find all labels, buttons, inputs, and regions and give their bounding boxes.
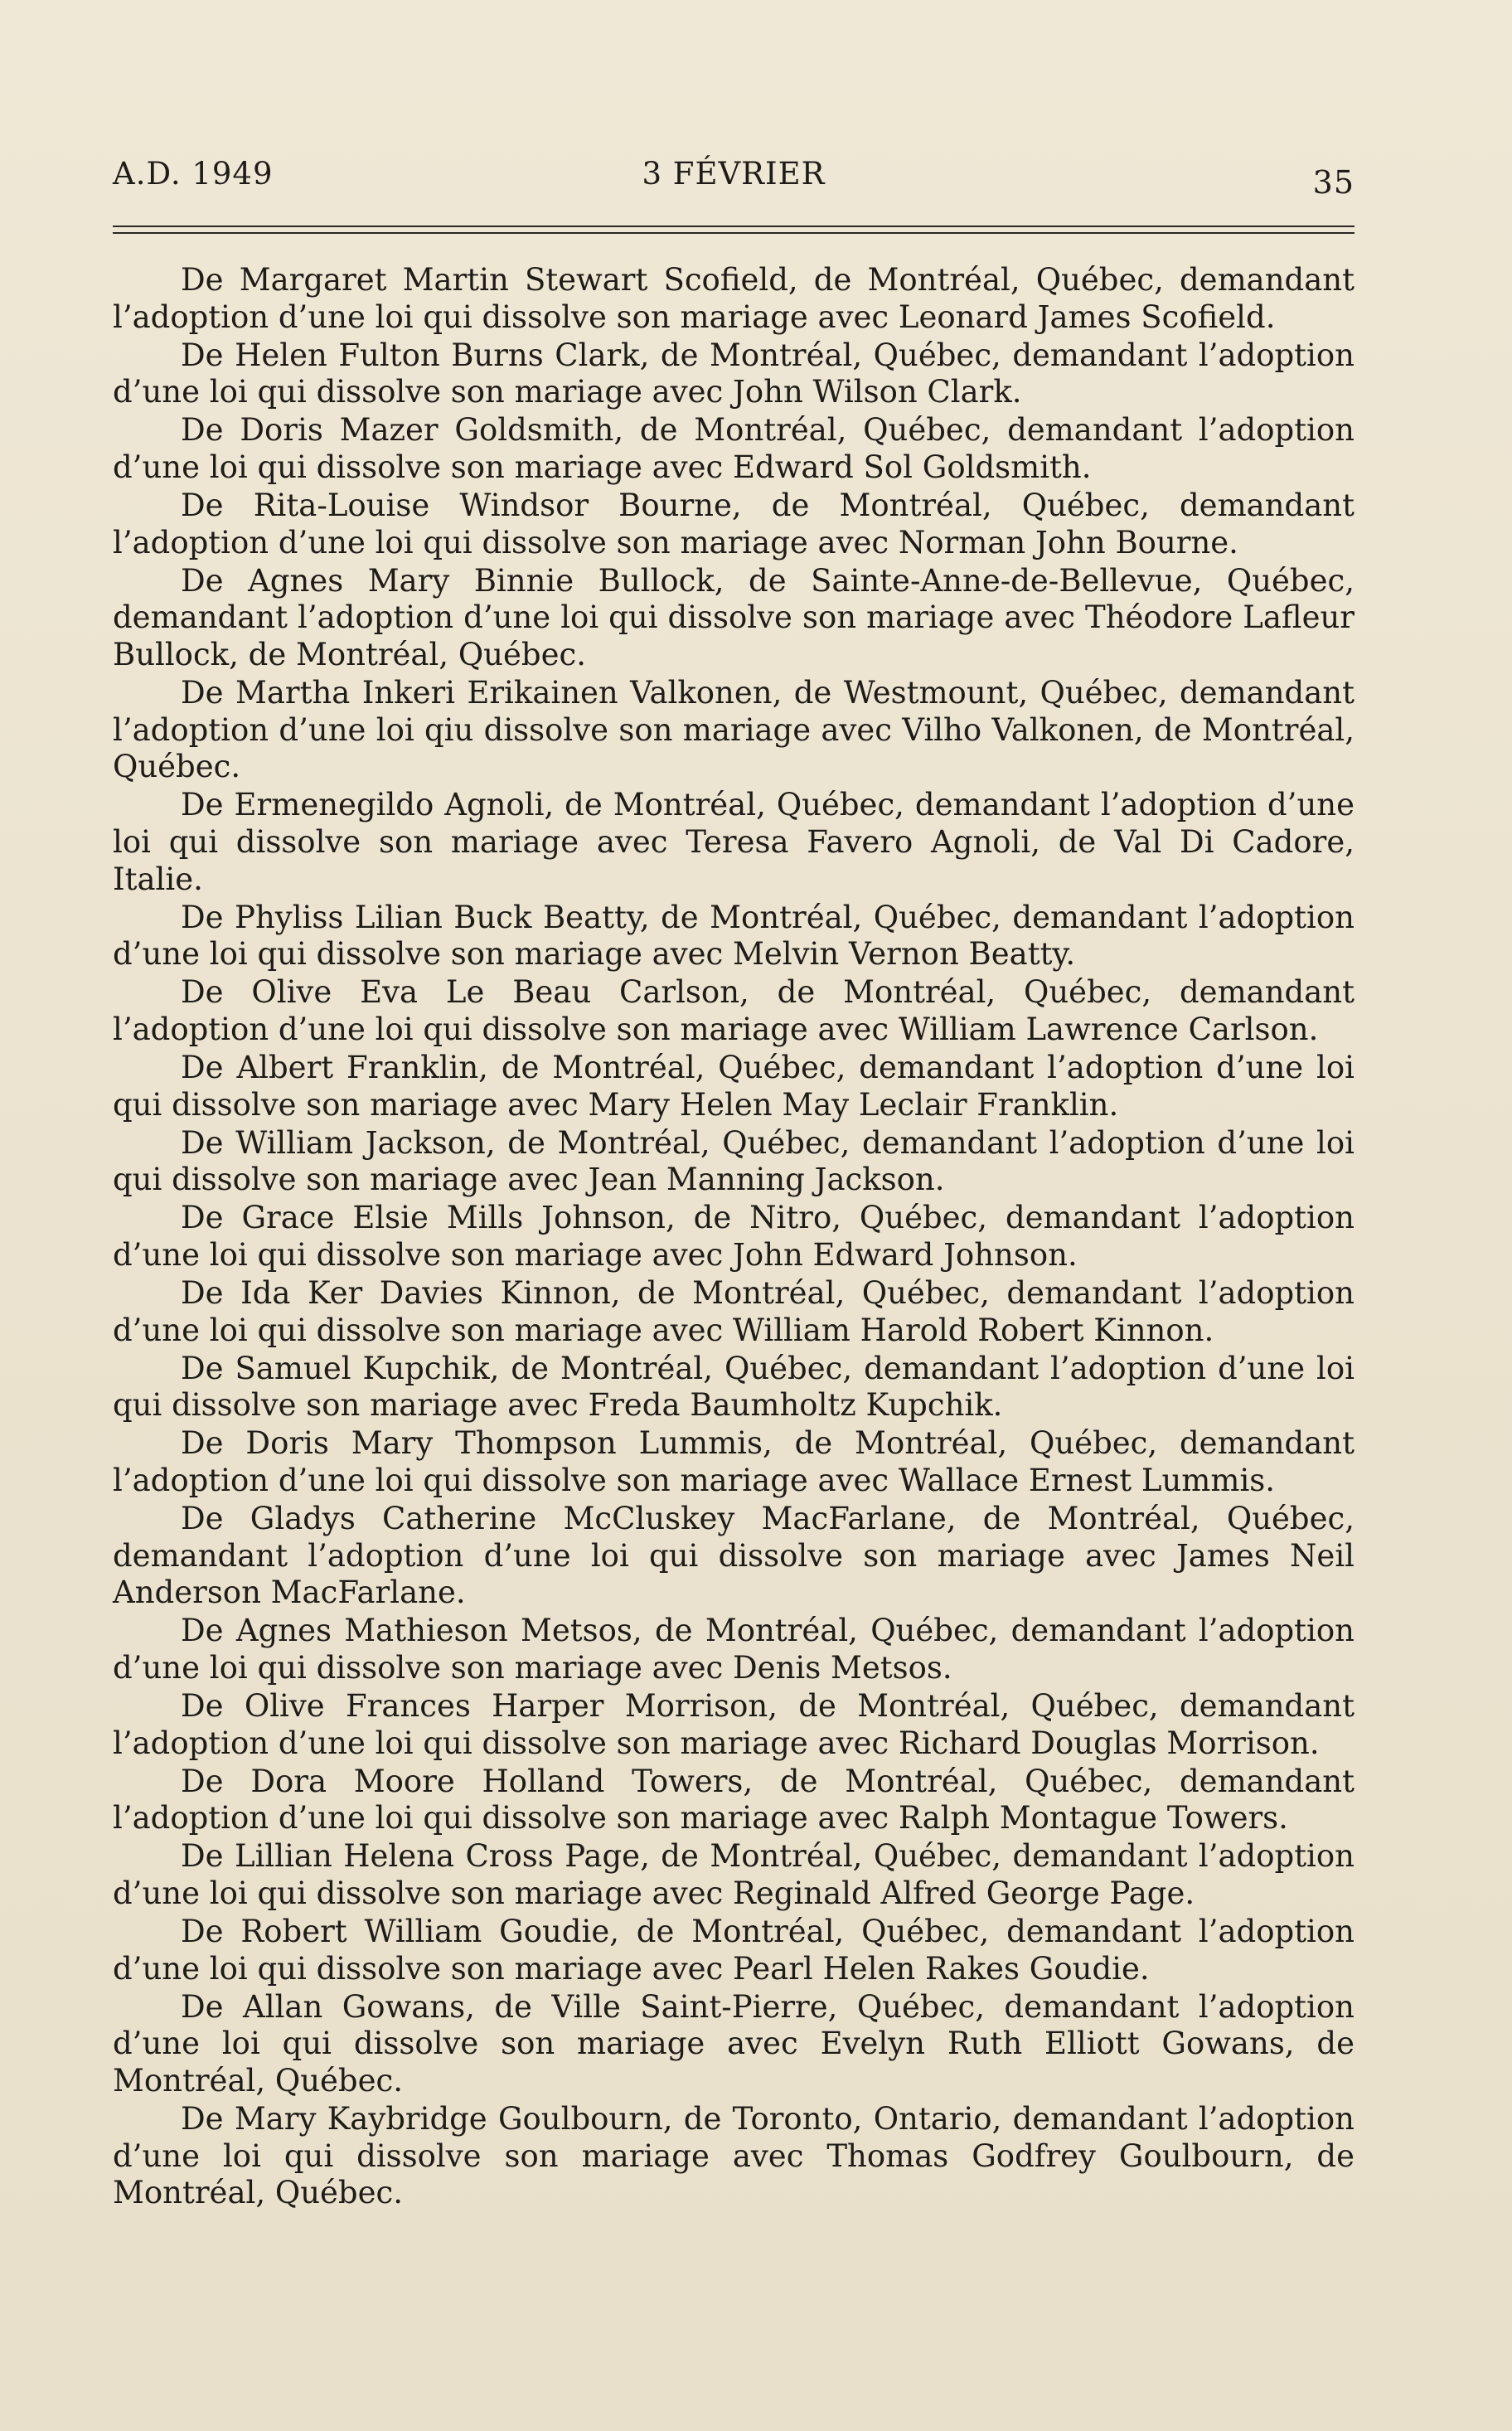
petition-paragraph: De Agnes Mathieson Metsos, de Montréal, Québec, demandant l’adoption d’une loi qui dissolve son mariage avec Denis Metsos. <box>113 1613 1354 1686</box>
petition-paragraph: De Grace Elsie Mills Johnson, de Nitro, Québec, demandant l’adoption d’une loi qui dissolve son mariage avec John Edward Johnson. <box>113 1200 1354 1273</box>
header-double-rule <box>113 226 1354 234</box>
petition-paragraph: De Doris Mazer Goldsmith, de Montréal, Québec, demandant l’adoption d’une loi qui dissolve son mariage avec Edward Sol Goldsmith. <box>113 412 1354 485</box>
header-year: A.D. 1949 <box>113 156 274 192</box>
page-header <box>113 156 1354 206</box>
petition-paragraph: De Lillian Helena Cross Page, de Montréal, Québec, demandant l’adoption d’une loi qui dissolve son mariage avec Reginald Alfred George Page. <box>113 1838 1354 1912</box>
petition-paragraph: De Ermenegildo Agnoli, de Montréal, Québec, demandant l’adoption d’une loi qui dissolve son mariage avec Teresa Favero Agnoli, de Val Di Cadore, Italie. <box>113 787 1354 897</box>
petition-paragraph: De Samuel Kupchik, de Montréal, Québec, demandant l’adoption d’une loi qui dissolve son mariage avec Freda Baumholtz Kupchik. <box>113 1350 1354 1424</box>
petition-paragraph: De Rita-Louise Windsor Bourne, de Montréal, Québec, demandant l’adoption d’une loi qui dissolve son mariage avec Norman John Bourne. <box>113 488 1354 560</box>
petition-paragraph: De Doris Mary Thompson Lummis, de Montréal, Québec, demandant l’adoption d’une loi qui dissolve son mariage avec Wallace Ernest Lummis. <box>113 1425 1354 1498</box>
page-number: 35 <box>1312 164 1354 201</box>
petition-paragraph: De Helen Fulton Burns Clark, de Montréal, Québec, demandant l’adoption d’une loi qui dissolve son mariage avec John Wilson Clark. <box>113 337 1354 410</box>
petition-paragraph: De William Jackson, de Montréal, Québec, demandant l’adoption d’une loi qui dissolve son mariage avec Jean Manning Jackson. <box>113 1124 1354 1198</box>
petition-paragraph: De Albert Franklin, de Montréal, Québec, demandant l’adoption d’une loi qui dissolve son mariage avec Mary Helen May Leclair Franklin. <box>113 1049 1354 1123</box>
petition-paragraph: De Ida Ker Davies Kinnon, de Montréal, Québec, demandant l’adoption d’une loi qui dissolve son mariage avec William Harold Robert Kinnon. <box>113 1275 1354 1348</box>
petitions-body <box>113 262 1354 2213</box>
petition-paragraph: De Olive Frances Harper Morrison, de Montréal, Québec, demandant l’adoption d’une loi qui dissolve son mariage avec Richard Douglas Morrison. <box>113 1688 1354 1761</box>
petition-paragraph: De Mary Kaybridge Goulbourn, de Toronto, Ontario, demandant l’adoption d’une loi qui dissolve son mariage avec Thomas Godfrey Goulbourn, de Montréal, Québec. <box>113 2101 1354 2211</box>
header-date: 3 FÉVRIER <box>642 156 826 192</box>
petition-paragraph: De Phyliss Lilian Buck Beatty, de Montréal, Québec, demandant l’adoption d’une loi qui dissolve son mariage avec Melvin Vernon Beatty. <box>113 899 1354 973</box>
petition-paragraph: De Agnes Mary Binnie Bullock, de Sainte-Anne-de-Bellevue, Québec, demandant l’adoption d’une loi qui dissolve son mariage avec Théodore Lafleur Bullock, de Montréal, Québec. <box>113 562 1354 672</box>
petition-paragraph: De Olive Eva Le Beau Carlson, de Montréal, Québec, demandant l’adoption d’une loi qui dissolve son mariage avec William Lawrence Carlson. <box>113 974 1354 1047</box>
petition-paragraph: De Gladys Catherine McCluskey MacFarlane, de Montréal, Québec, demandant l’adoption d’une loi qui dissolve son mariage avec James Neil Anderson MacFarlane. <box>113 1501 1354 1611</box>
petition-paragraph: De Dora Moore Holland Towers, de Montréal, Québec, demandant l’adoption d’une loi qui dissolve son mariage avec Ralph Montague Towers. <box>113 1763 1354 1837</box>
petition-paragraph: De Allan Gowans, de Ville Saint-Pierre, Québec, demandant l’adoption d’une loi qui dissolve son mariage avec Evelyn Ruth Elliott Gowans, de Montréal, Québec. <box>113 1988 1354 2099</box>
petition-paragraph: De Martha Inkeri Erikainen Valkonen, de Westmount, Québec, demandant l’adoption d’une loi qiu dissolve son mariage avec Vilho Valkonen, de Montréal, Québec. <box>113 675 1354 785</box>
petition-paragraph: De Margaret Martin Stewart Scofield, de Montréal, Québec, demandant l’adoption d’une loi qui dissolve son mariage avec Leonard James Scofield. <box>113 262 1354 335</box>
petition-paragraph: De Robert William Goudie, de Montréal, Québec, demandant l’adoption d’une loi qui dissolve son mariage avec Pearl Helen Rakes Goudie. <box>113 1914 1354 1987</box>
